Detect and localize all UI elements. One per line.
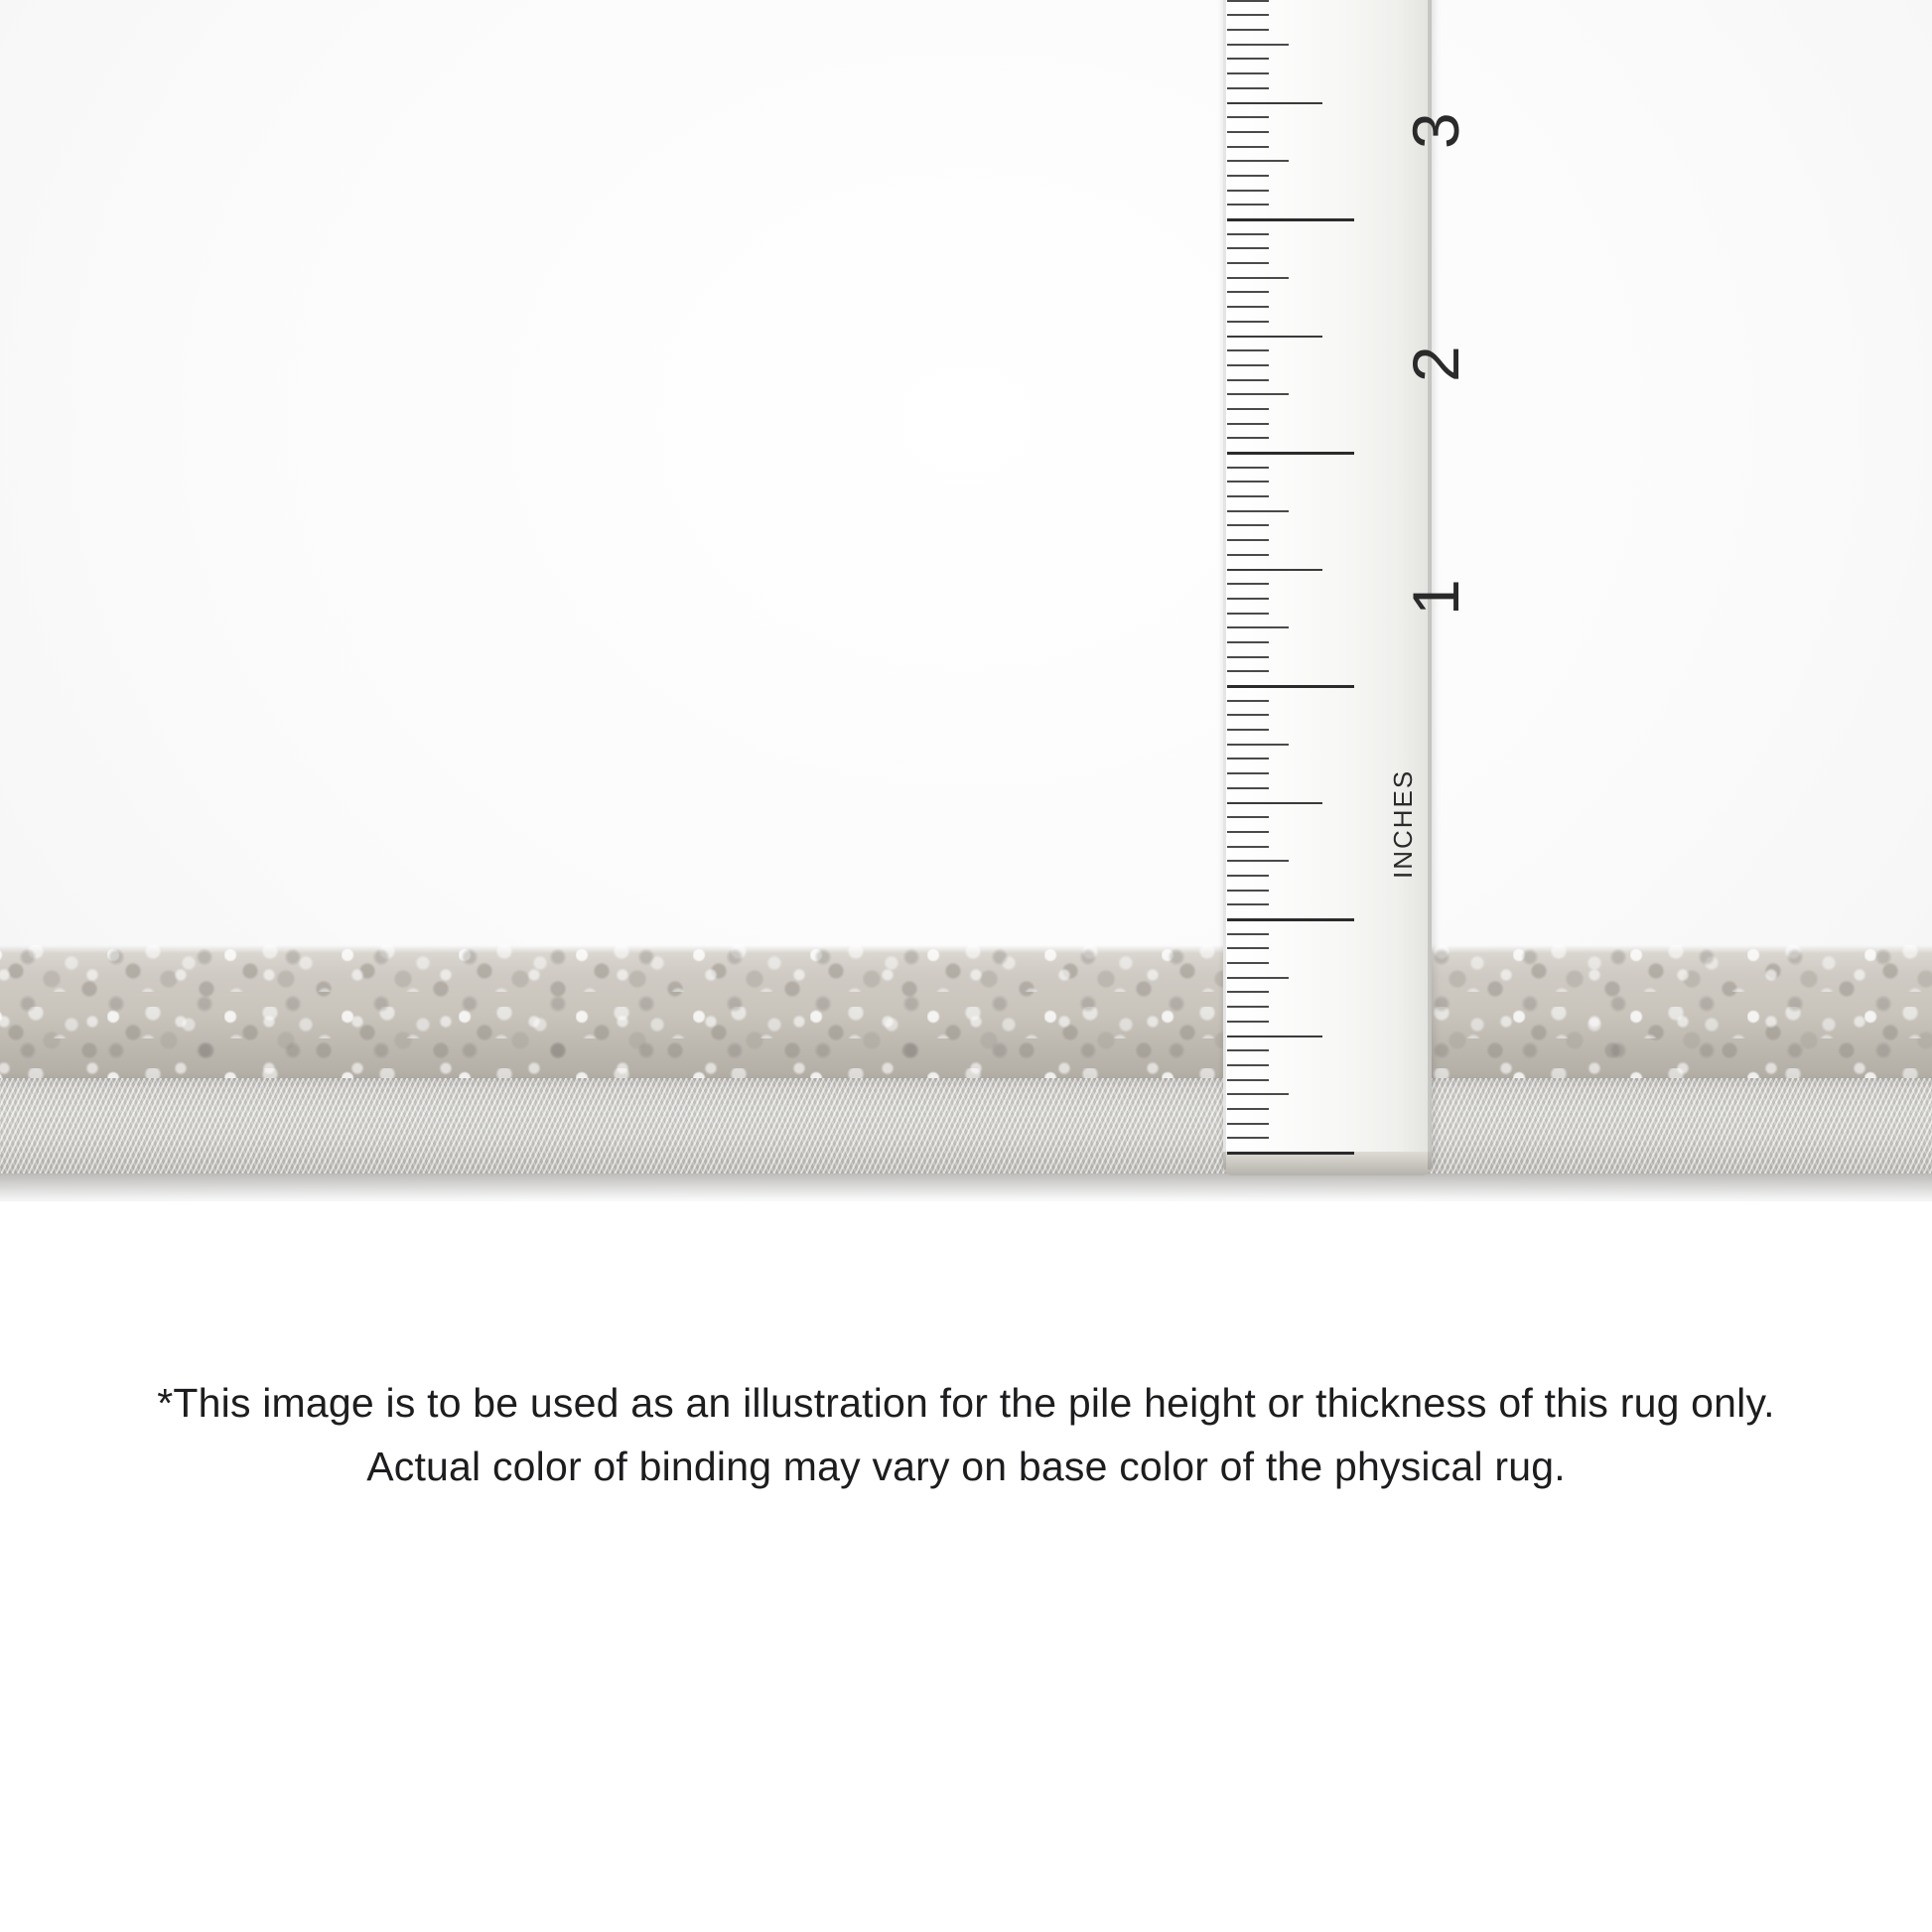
ruler-tick (1227, 802, 1322, 804)
ruler-tick (1227, 364, 1269, 366)
ruler-tick (1227, 291, 1269, 293)
caption-block (0, 1372, 1932, 1498)
ruler-tick (1227, 1006, 1269, 1008)
ruler-tick (1227, 233, 1269, 235)
ruler-tick (1227, 1137, 1269, 1139)
ruler-tick (1227, 656, 1269, 658)
ruler-tick (1227, 1108, 1269, 1110)
ruler-tick (1227, 700, 1269, 702)
ruler-tick (1227, 452, 1354, 455)
ruler-tick (1227, 860, 1289, 862)
ruler-tick (1227, 306, 1269, 308)
ruler-tick (1227, 423, 1269, 425)
ruler-tick (1227, 204, 1269, 206)
ruler-number-3: 3 (1399, 112, 1472, 149)
ruler-tick (1227, 714, 1269, 716)
ruler-tick (1227, 277, 1289, 279)
ruler-tick (1227, 744, 1289, 746)
ruler-tick (1227, 102, 1322, 104)
ruler-tick (1227, 583, 1269, 585)
ruler-tick (1227, 1021, 1269, 1023)
ruler-tick (1227, 321, 1269, 323)
ruler-number-2: 2 (1399, 345, 1472, 382)
ruler-tick (1227, 437, 1269, 439)
ruler-tick (1227, 903, 1269, 905)
ruler-tick (1227, 349, 1269, 351)
ruler-tick (1227, 539, 1269, 541)
caption-line-2: Actual color of binding may vary on base color of the physical rug. (366, 1443, 1566, 1489)
ruler-tick (1227, 467, 1269, 469)
ruler-tick (1227, 247, 1269, 249)
ruler-tick (1227, 14, 1269, 16)
ruler-tick (1227, 598, 1269, 600)
ruler-tick (1227, 947, 1269, 949)
ruler-tick (1227, 670, 1269, 672)
ruler-tick (1227, 816, 1269, 818)
ruler-tick (1227, 846, 1269, 848)
ruler-tick (1227, 481, 1269, 483)
ruler-tick (1227, 933, 1269, 935)
ruler-tick (1227, 131, 1269, 133)
ruler-tick (1227, 977, 1289, 979)
ruler-tick (1227, 58, 1269, 60)
ruler-tick (1227, 190, 1269, 192)
ruler-tick (1227, 29, 1269, 31)
ruler-tick (1227, 379, 1269, 381)
ruler-tick (1227, 408, 1269, 410)
ruler-tick (1227, 1035, 1322, 1037)
ruler-tick (1227, 626, 1289, 628)
ruler-tick (1227, 116, 1269, 118)
ruler-tick (1227, 831, 1269, 833)
rug-binding-layer (0, 1078, 1932, 1173)
ruler-tick (1227, 1152, 1354, 1155)
ruler-tick (1227, 554, 1269, 556)
ruler-bottom-cap (1223, 1152, 1432, 1175)
rug-shadow (0, 1173, 1932, 1199)
ruler-tick (1227, 524, 1269, 526)
ruler-tick (1227, 1079, 1269, 1081)
ruler-tick (1227, 875, 1269, 877)
ruler-tick (1227, 0, 1269, 2)
ruler-tick (1227, 772, 1269, 774)
ruler-tick (1227, 146, 1269, 148)
ruler-tick (1227, 218, 1354, 221)
ruler-tick (1227, 729, 1269, 731)
ruler-tick (1227, 613, 1269, 615)
ruler-tick (1227, 72, 1269, 74)
ruler-tick (1227, 1064, 1269, 1066)
ruler-tick (1227, 1093, 1289, 1095)
ruler-tick (1227, 1049, 1269, 1051)
ruler-tick (1227, 569, 1322, 571)
ruler-tick (1227, 262, 1269, 264)
ruler-tick (1227, 962, 1269, 964)
ruler-tick (1227, 175, 1269, 177)
ruler-left-edge (1223, 0, 1226, 1170)
ruler-tick (1227, 685, 1354, 688)
ruler-tick (1227, 44, 1289, 46)
ruler-tick (1227, 510, 1289, 512)
ruler-tick (1227, 918, 1354, 921)
ruler-tick (1227, 160, 1289, 162)
ruler-tick (1227, 495, 1269, 497)
ruler-tick (1227, 393, 1289, 395)
ruler-tick (1227, 641, 1269, 643)
ruler-tick (1227, 787, 1269, 789)
ruler-tick (1227, 336, 1322, 338)
ruler-number-1: 1 (1399, 579, 1472, 616)
ruler-tick (1227, 758, 1269, 759)
ruler-unit-label: INCHES (1388, 768, 1418, 879)
caption-line-1: *This image is to be used as an illustration for the pile height or thickness of this rug only. (157, 1380, 1775, 1426)
ruler-tick (1227, 991, 1269, 993)
rug-pile-layer (0, 945, 1932, 1084)
ruler-tick (1227, 890, 1269, 892)
ruler-tick (1227, 87, 1269, 89)
ruler-tick (1227, 1123, 1269, 1125)
